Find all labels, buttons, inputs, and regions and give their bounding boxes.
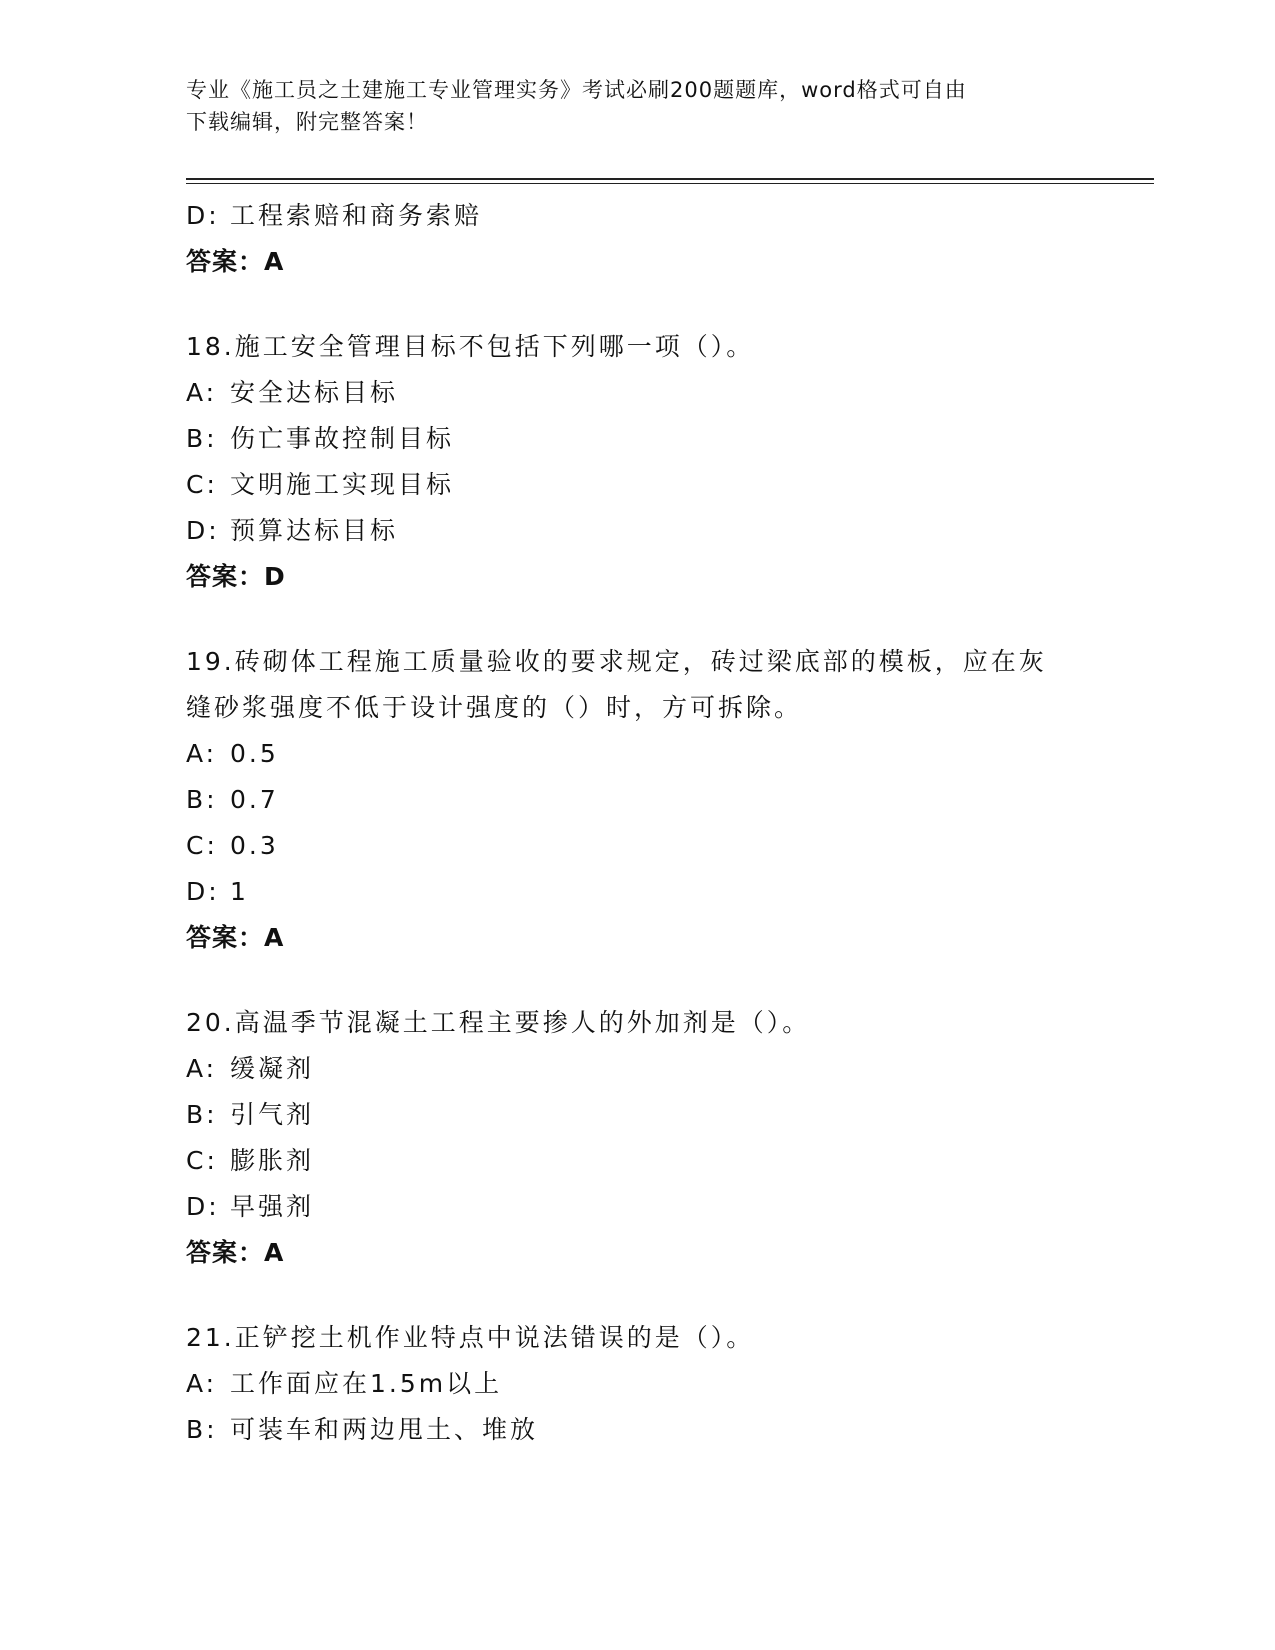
question-title: 20.高温季节混凝土工程主要掺人的外加剂是（）。: [186, 1008, 811, 1037]
question-title: 18.施工安全管理目标不包括下列哪一项（）。: [186, 332, 755, 361]
option-prefix: A:: [186, 378, 218, 407]
option-text: 0.3: [230, 831, 279, 860]
option-text: 可装车和两边甩土、堆放: [230, 1415, 539, 1444]
option-text: 0.5: [230, 739, 279, 768]
option-line: [186, 1361, 1086, 1407]
option-line: [186, 462, 1086, 508]
header-line-2: 下载编辑，附完整答案！: [186, 110, 428, 134]
option-line: [186, 869, 1086, 915]
option-text: 缓凝剂: [230, 1054, 315, 1083]
option-line: [186, 1138, 1086, 1184]
option-text: 0.7: [230, 785, 279, 814]
option-line: [186, 416, 1086, 462]
option-prefix: C:: [186, 1146, 218, 1175]
option-prefix: A:: [186, 1054, 218, 1083]
option-text: 伤亡事故控制目标: [230, 424, 455, 453]
option-text: 工作面应在1.5m以上: [230, 1369, 503, 1398]
option-text: 工程索赔和商务索赔: [230, 201, 483, 230]
option-text: 引气剂: [230, 1100, 315, 1129]
option-prefix: D:: [186, 516, 220, 545]
answer-line: 答案：A: [186, 1238, 285, 1267]
option-line: [186, 508, 1086, 554]
answer-line: 答案：D: [186, 562, 286, 591]
header-line-1: 专业《施工员之土建施工专业管理实务》考试必刷200题题库，word格式可自由: [186, 78, 967, 102]
option-prefix: A:: [186, 1369, 218, 1398]
option-line: [186, 193, 1086, 239]
spacer: [186, 600, 1086, 639]
answer-line: 答案：A: [186, 923, 285, 952]
option-line: [186, 1092, 1086, 1138]
spacer: [186, 285, 1086, 324]
option-text: 早强剂: [230, 1192, 315, 1221]
option-line: [186, 370, 1086, 416]
spacer: [186, 1276, 1086, 1315]
answer-line: 答案：A: [186, 247, 285, 276]
option-text: 预算达标目标: [230, 516, 399, 545]
question-content: [186, 193, 1086, 1453]
option-prefix: C:: [186, 831, 218, 860]
option-prefix: B:: [186, 424, 218, 453]
question-title-continued: 缝砂浆强度不低于设计强度的（）时，方可拆除。: [186, 693, 803, 722]
header-divider-thick: [186, 178, 1154, 180]
question-title: 19.砖砌体工程施工质量验收的要求规定，砖过梁底部的模板，应在灰: [186, 647, 1047, 676]
option-prefix: B:: [186, 785, 218, 814]
option-line: [186, 1407, 1086, 1453]
question-title: 21.正铲挖土机作业特点中说法错误的是（）。: [186, 1323, 755, 1352]
spacer: [186, 961, 1086, 1000]
option-line: [186, 731, 1086, 777]
option-line: [186, 777, 1086, 823]
option-line: [186, 823, 1086, 869]
option-text: 文明施工实现目标: [230, 470, 455, 499]
option-prefix: B:: [186, 1100, 218, 1129]
option-text: 1: [230, 877, 249, 906]
document-header: [186, 74, 1086, 138]
option-text: 膨胀剂: [230, 1146, 315, 1175]
option-prefix: D:: [186, 1192, 220, 1221]
option-prefix: B:: [186, 1415, 218, 1444]
header-divider-thin: [186, 183, 1154, 184]
option-line: [186, 1184, 1086, 1230]
option-prefix: C:: [186, 470, 218, 499]
option-text: 安全达标目标: [230, 378, 399, 407]
option-prefix: D:: [186, 877, 220, 906]
option-prefix: A:: [186, 739, 218, 768]
option-prefix: D:: [186, 201, 220, 230]
option-line: [186, 1046, 1086, 1092]
